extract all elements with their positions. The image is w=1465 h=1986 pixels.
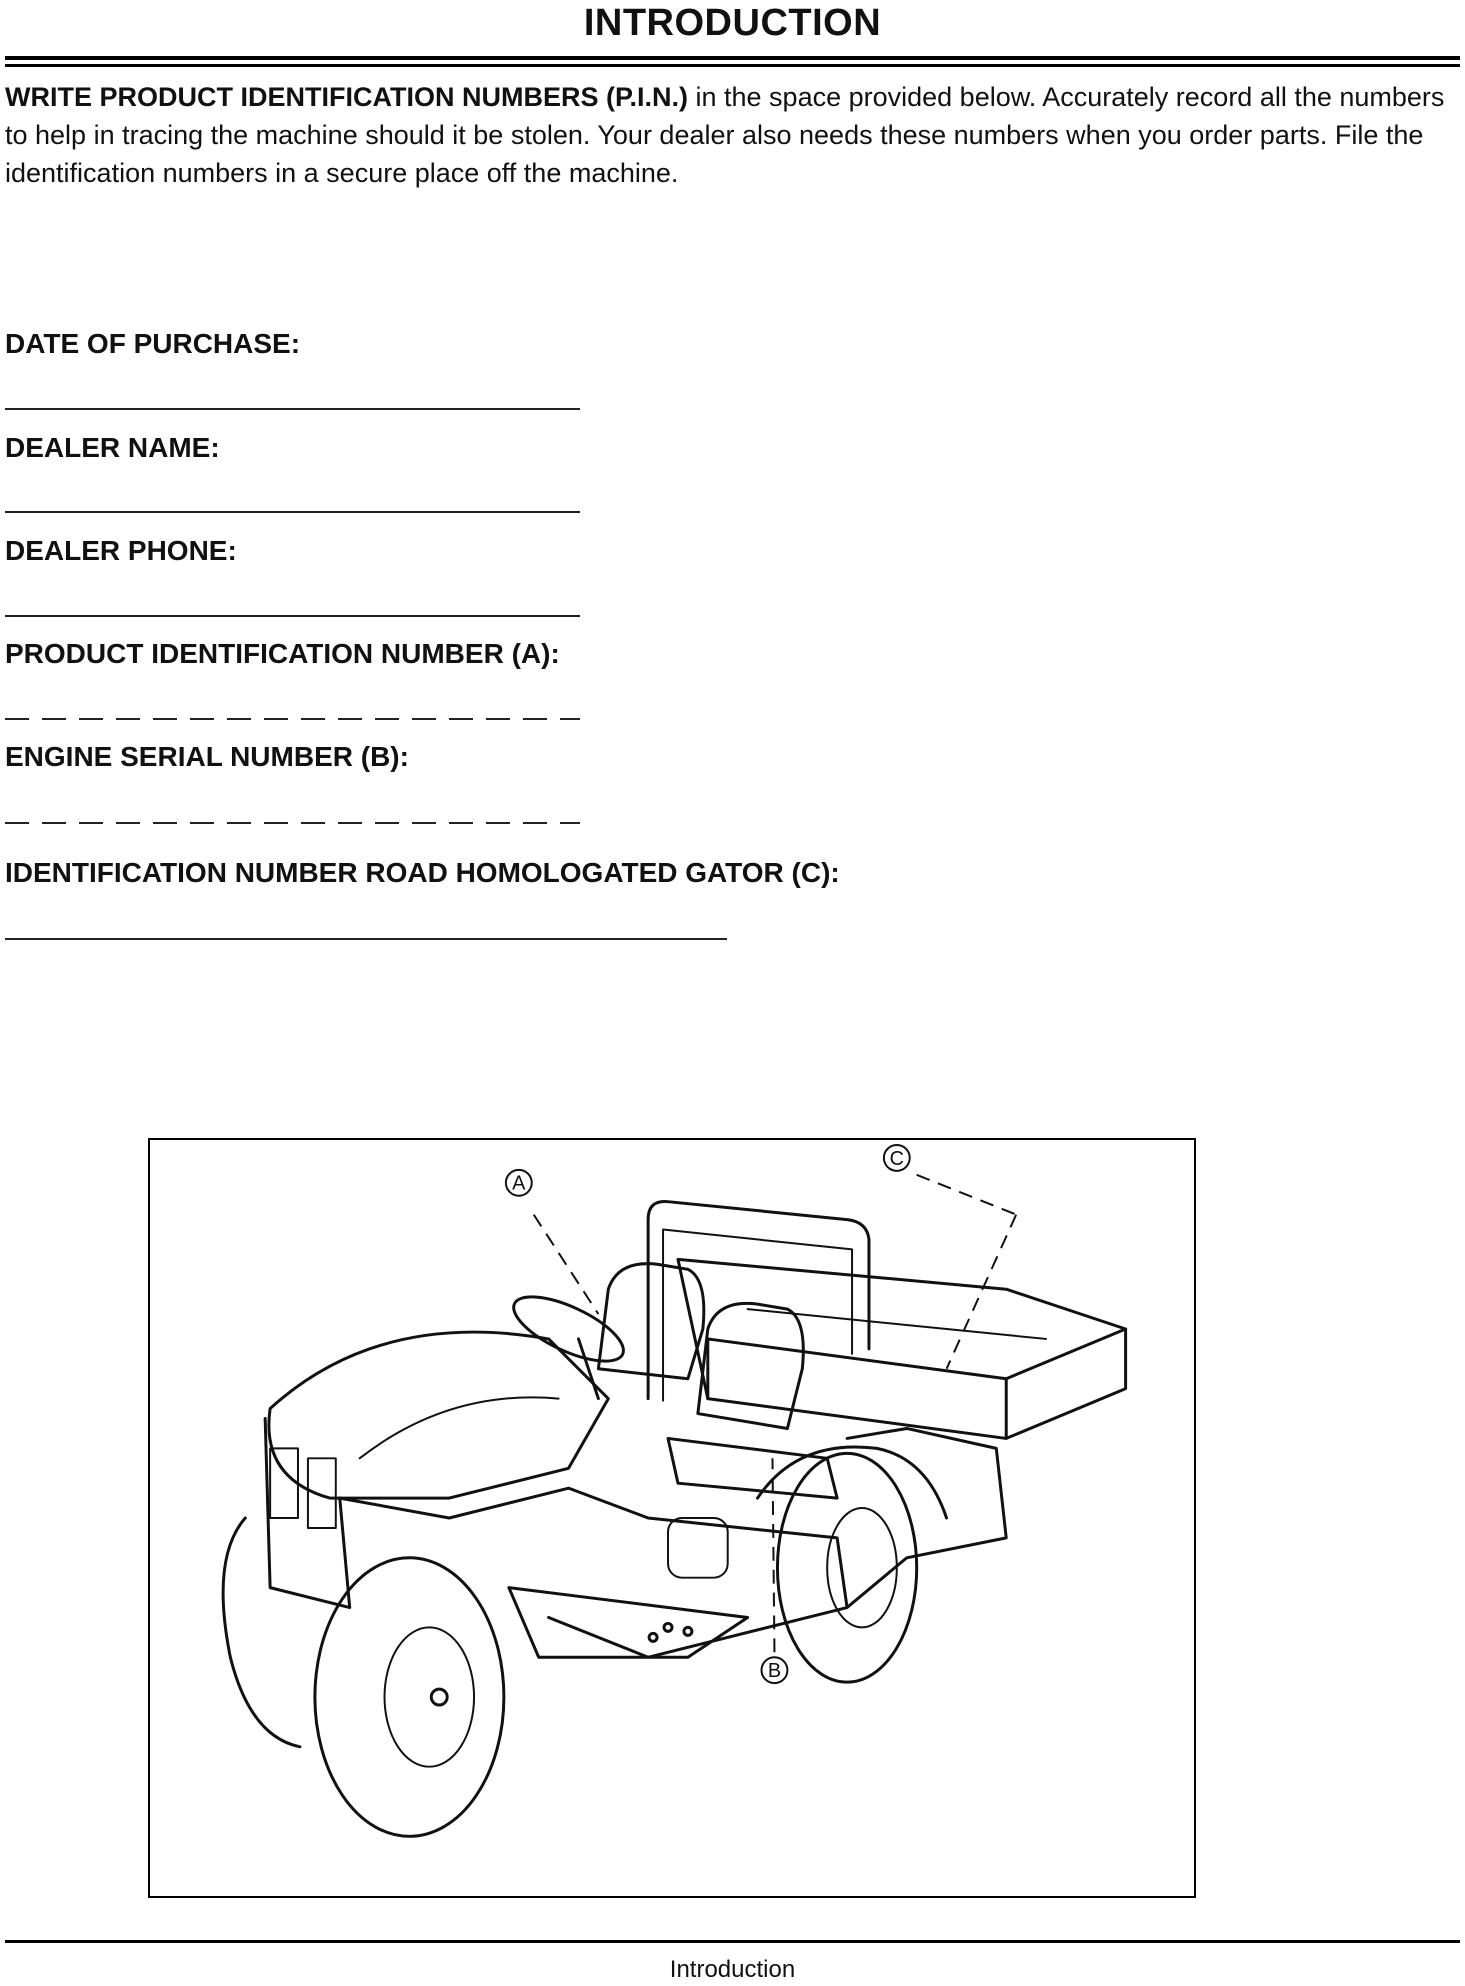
footer-rule [5,1940,1460,1943]
engine-serial-dashed-blank[interactable] [5,822,580,824]
intro-lead-bold: WRITE PRODUCT IDENTIFICATION NUMBERS (P.I.N.) [5,82,688,112]
cargo-bed-outline [678,1259,1126,1438]
dealer-name-blank[interactable] [5,511,580,513]
date-of-purchase-blank[interactable] [5,408,580,410]
leader-c-1 [917,1175,1016,1215]
pin-label: PRODUCT IDENTIFICATION NUMBER (A): [5,638,560,669]
leader-c-2 [947,1215,1017,1369]
dealer-name-label: DEALER NAME: [5,432,220,463]
front-wheel-near [315,1558,504,1837]
road-gator-id-blank[interactable] [5,938,727,940]
leader-b [772,1458,774,1652]
callout-c-label: C [889,1147,904,1170]
pin-dashed-blank[interactable] [5,718,580,720]
intro-text: in the space provided below. Accurately record all the numbers to help in tracing the machine should it be stolen. Your dealer also needs these numbers when you order parts. File the identification numbers in a secure place off the machine. [5,82,1445,188]
fuel-tank [668,1518,728,1578]
hood [269,1332,608,1498]
page-footer: Introduction [669,1956,796,1983]
dealer-phone-blank[interactable] [5,615,580,617]
date-of-purchase-label: DATE OF PURCHASE: [5,328,301,359]
dealer-phone-label: DEALER PHONE: [5,535,237,566]
callout-a-label: A [512,1172,526,1195]
header-double-rule [5,56,1460,67]
road-gator-id-label: IDENTIFICATION NUMBER ROAD HOMOLOGATED GATOR (C): [5,857,840,888]
page-title: INTRODUCTION [583,2,882,44]
engine-serial-label: ENGINE SERIAL NUMBER (B): [5,741,409,772]
intro-paragraph [5,78,1445,192]
vehicle-illustration [148,1138,1196,1898]
callout-b-label: B [767,1660,782,1683]
gator-utility-vehicle-drawing [150,1140,1194,1896]
